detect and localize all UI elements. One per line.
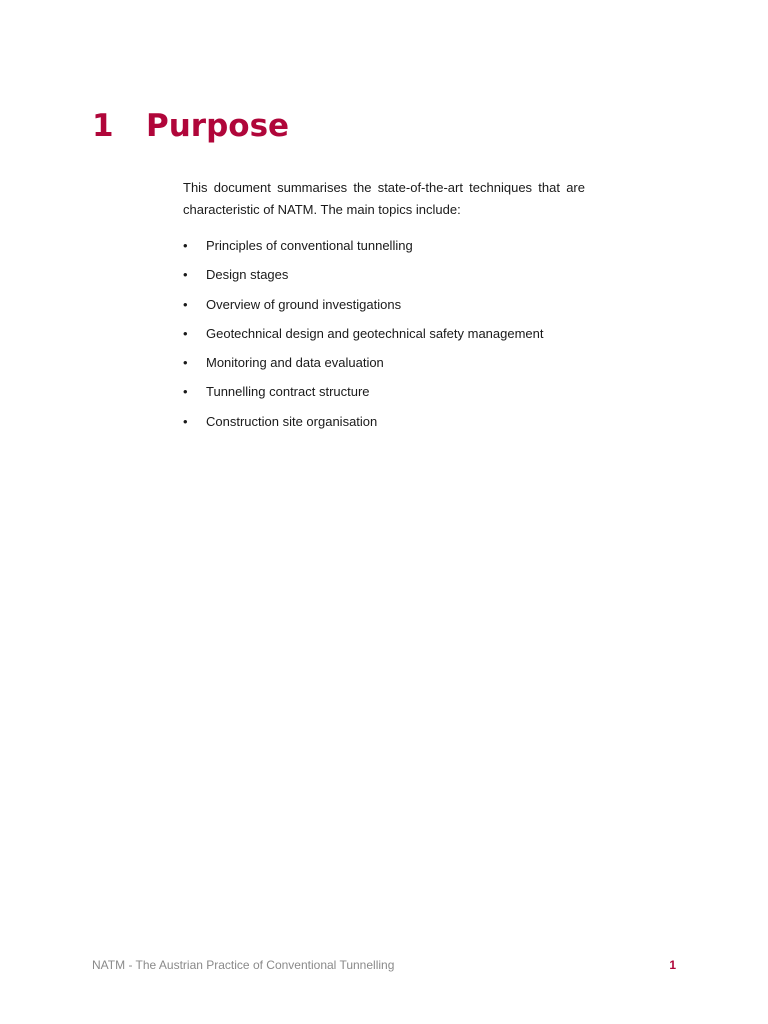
list-item xyxy=(183,236,544,256)
list-item xyxy=(183,265,544,285)
list-item-text: Construction site organisation xyxy=(206,413,378,429)
list-item-text: Tunnelling contract structure xyxy=(206,384,370,400)
bullet-icon: • xyxy=(183,355,188,371)
section-title: Purpose xyxy=(146,108,290,144)
bullet-icon: • xyxy=(183,296,188,312)
section-heading xyxy=(92,106,289,146)
list-item-text: Overview of ground investigations xyxy=(206,296,402,312)
list-item xyxy=(183,295,544,315)
bullet-icon: • xyxy=(183,384,188,400)
list-item xyxy=(183,353,544,373)
list-item-text: Design stages xyxy=(206,267,289,283)
footer-document-title: NATM - The Austrian Practice of Conventional Tunnelling xyxy=(92,958,395,972)
footer-page-number: 1 xyxy=(669,958,676,972)
topics-list xyxy=(183,236,544,441)
intro-paragraph: This document summarises the state-of-the-art techniques that are characteristic of NATM. The main topics include: xyxy=(183,180,585,217)
bullet-icon: • xyxy=(183,267,188,283)
list-item-text: Principles of conventional tunnelling xyxy=(206,238,413,253)
list-item-text: Monitoring and data evaluation xyxy=(206,355,384,371)
list-item xyxy=(183,324,544,344)
bullet-icon: • xyxy=(183,413,188,429)
bullet-icon: • xyxy=(183,325,188,341)
bullet-icon: • xyxy=(183,238,188,253)
section-number: 1 xyxy=(92,108,114,144)
list-item xyxy=(183,412,544,432)
list-item-text: Geotechnical design and geotechnical safety management xyxy=(206,325,544,341)
list-item xyxy=(183,382,544,402)
